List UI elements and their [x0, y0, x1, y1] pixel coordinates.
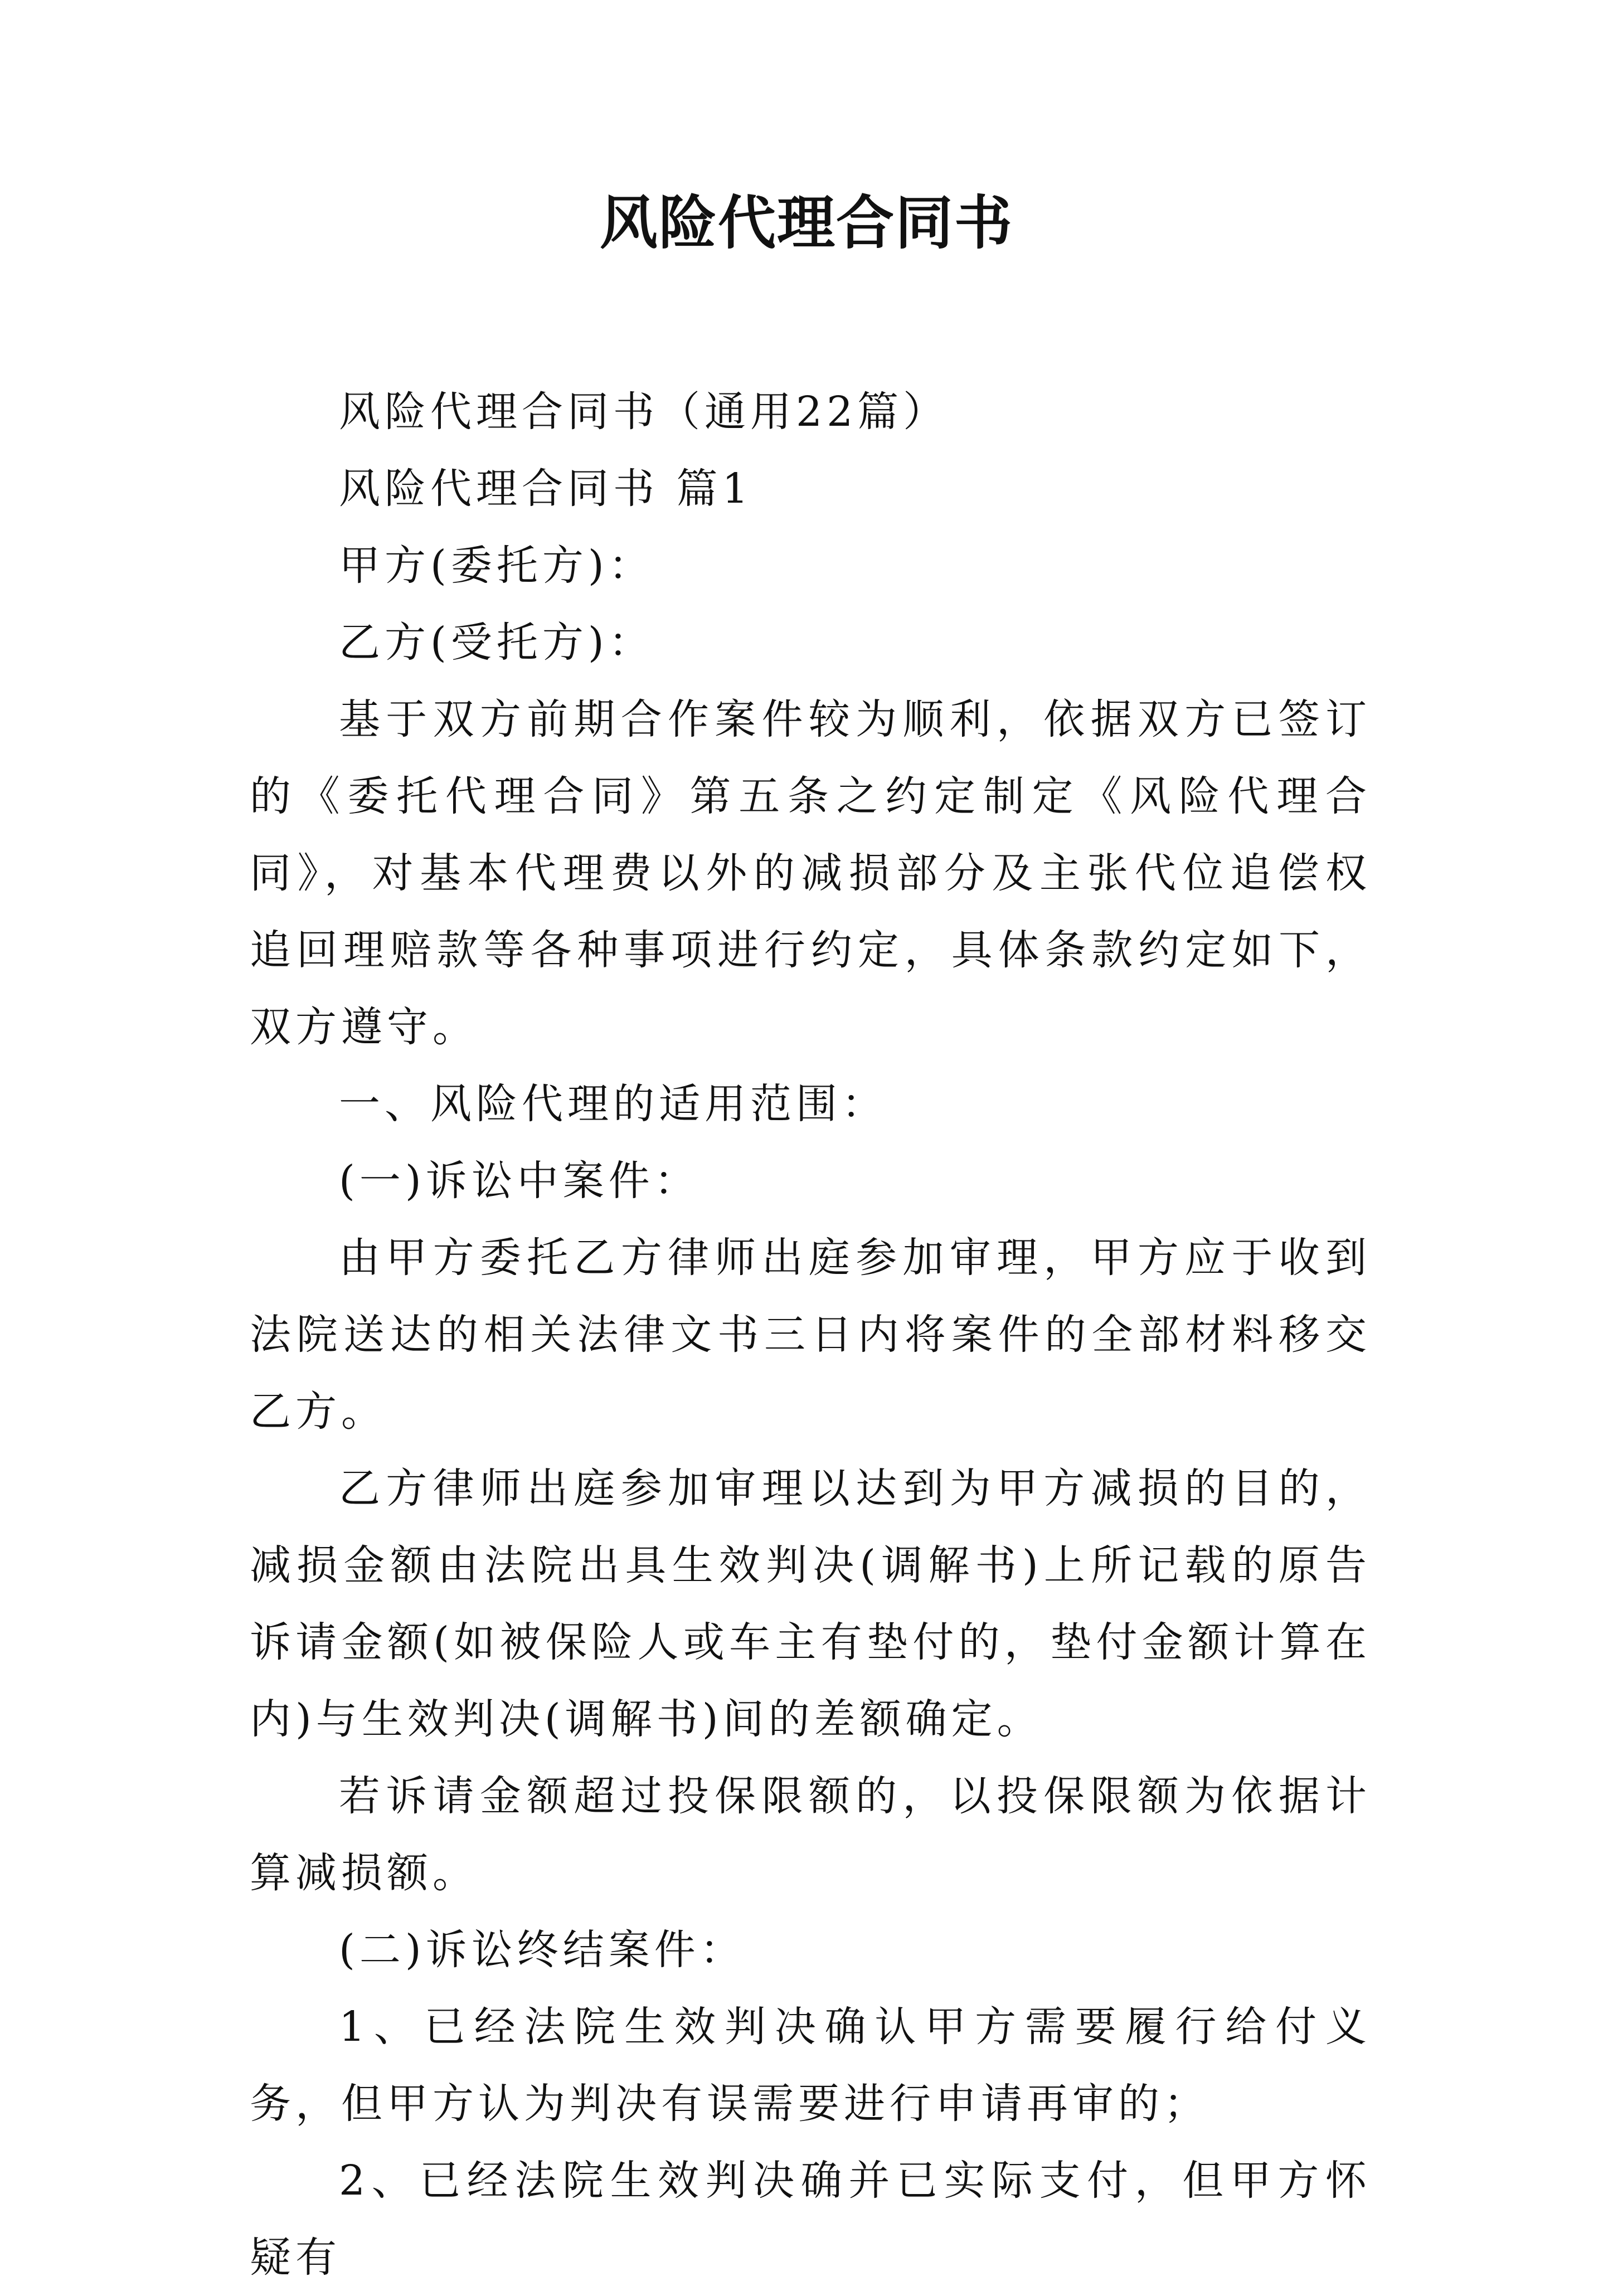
paragraph-limit-rule: 若诉请金额超过投保限额的，以投保限额为依据计算减损额。 [250, 1772, 1371, 1897]
paragraph-section-heading: 风险代理合同书 篇1 [339, 465, 753, 513]
paragraph-intro: 基于双方前期合作案件较为顺利，依据双方已签订的《委托代理合同》第五条之约定制定《风险代理合同》，对基本代理费以外的减损部分及主张代位追偿权追回理赔款等各种事项进行约定，具体条款约定如下，双方遵守。 [250, 695, 1371, 1051]
document-body [250, 373, 1371, 2296]
paragraph-party-a: 甲方(委托方)： [339, 542, 654, 590]
paragraph-subsection-2: (二)诉讼终结案件： [339, 1926, 746, 1974]
paragraph-subtitle: 风险代理合同书（通用22篇） [339, 388, 949, 436]
paragraph-item-1: 1、已经法院生效判决确认甲方需要履行给付义务，但甲方认为判决有误需要进行申请再审的； [250, 2003, 1371, 2128]
paragraph-loss-reduction: 乙方律师出庭参加审理以达到为甲方减损的目的，减损金额由法院出具生效判决(调解书)上所记载的原告诉请金额(如被保险人或车主有垫付的，垫付金额计算在内)与生效判决(调解书)间的差额确定。 [250, 1465, 1371, 1743]
paragraph-party-b: 乙方(受托方)： [339, 619, 654, 667]
paragraph-subsection-1: (一)诉讼中案件： [339, 1157, 700, 1205]
paragraph-item-2: 2、已经法院生效判决确并已实际支付，但甲方怀疑有 [250, 2157, 1371, 2282]
paragraph-scope-heading: 一、风险代理的适用范围： [339, 1080, 887, 1128]
document-title: 风险代理合同书 [599, 188, 1013, 257]
paragraph-case-handover: 由甲方委托乙方律师出庭参加审理，甲方应于收到法院送达的相关法律文书三日内将案件的全部材料移交乙方。 [250, 1234, 1371, 1436]
